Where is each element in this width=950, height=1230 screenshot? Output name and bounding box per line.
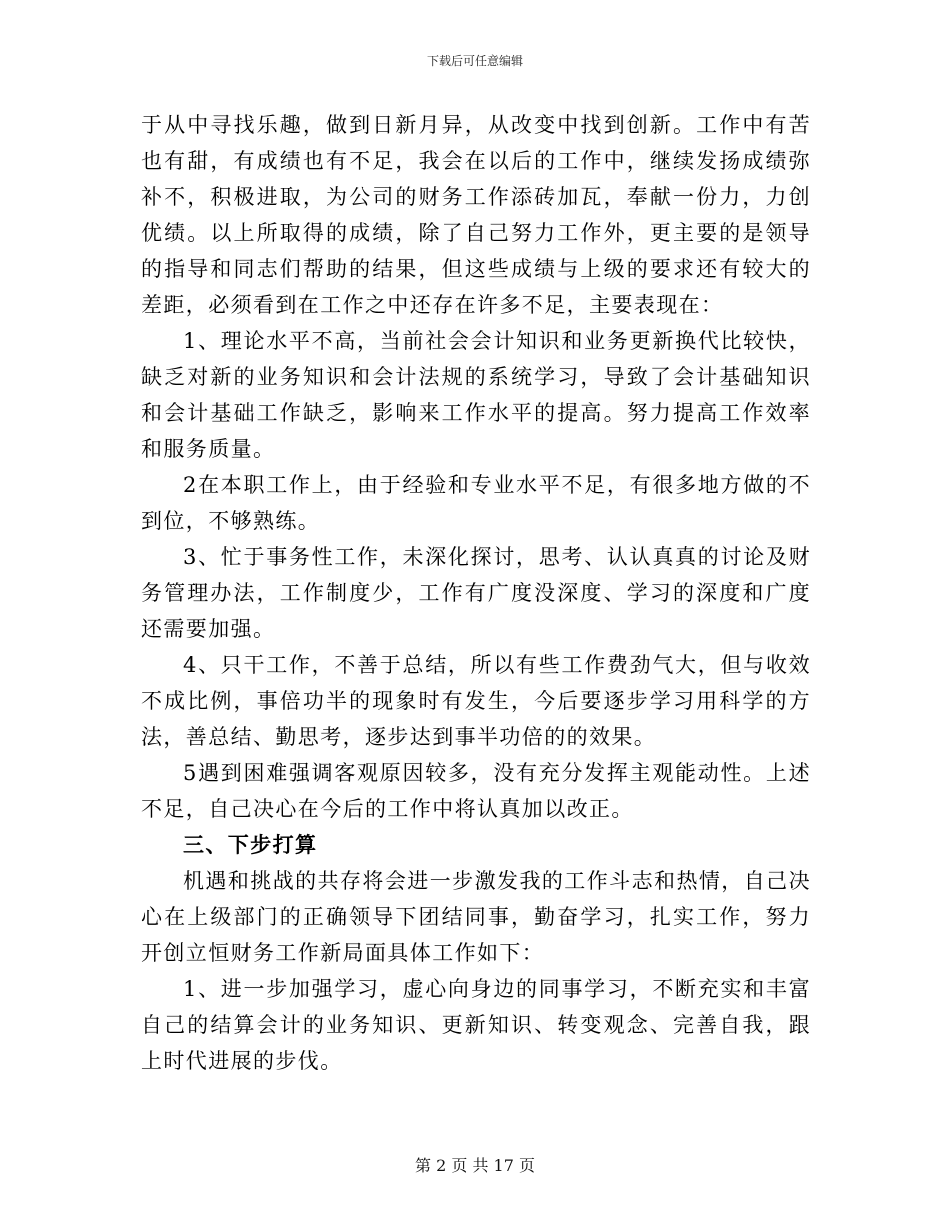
document-body bbox=[141, 107, 811, 1079]
section-heading-next-steps: 三、下步打算 bbox=[183, 833, 318, 857]
paragraph-continuation: 于从中寻找乐趣，做到日新月异，从改变中找到创新。工作中有苦也有甜，有成绩也有不足，我会在以后的工作中，继续发扬成绩弥补不，积极进取，为公司的财务工作添砖加瓦，奉献一份力，力创优绩。以上所取得的成绩，除了自己努力工作外，更主要的是领导的指导和同志们帮助的结果，但这些成绩与上级的要求还有较大的差距，必须看到在工作之中还存在许多不足，主要表现在： bbox=[141, 113, 811, 317]
paragraph-shortcoming-2: 2在本职工作上，由于经验和专业水平不足，有很多地方做的不到位，不够熟练。 bbox=[141, 473, 811, 533]
paragraph-shortcoming-1: 1、理论水平不高，当前社会会计知识和业务更新换代比较快，缺乏对新的业务知识和会计法规的系统学习，导致了会计基础知识和会计基础工作缺乏，影响来工作水平的提高。努力提高工作效率和服务质量。 bbox=[141, 329, 811, 461]
page-number-indicator: 第 2 页 共 17 页 bbox=[415, 1156, 535, 1175]
paragraph-shortcoming-4: 4、只干工作，不善于总结，所以有些工作费劲气大，但与收效不成比例，事倍功半的现象时有发生，今后要逐步学习用科学的方法，善总结、勤思考，逐步达到事半功倍的的效果。 bbox=[141, 653, 811, 749]
paragraph-plan-1: 1、进一步加强学习，虚心向身边的同事学习，不断充实和丰富自己的结算会计的业务知识、更新知识、转变观念、完善自我，跟上时代进展的步伐。 bbox=[141, 977, 811, 1073]
paragraph-shortcoming-5: 5遇到困难强调客观原因较多，没有充分发挥主观能动性。上述不足，自己决心在今后的工作中将认真加以改正。 bbox=[141, 761, 811, 821]
paragraph-plan-intro: 机遇和挑战的共存将会进一步激发我的工作斗志和热情，自己决心在上级部门的正确领导下团结同事，勤奋学习，扎实工作，努力开创立恒财务工作新局面具体工作如下： bbox=[141, 869, 811, 965]
paragraph-shortcoming-3: 3、忙于事务性工作，未深化探讨，思考、认认真真的讨论及财务管理办法，工作制度少，工作有广度没深度、学习的深度和广度还需要加强。 bbox=[141, 545, 811, 641]
page-header-note: 下载后可任意编辑 bbox=[426, 54, 523, 68]
